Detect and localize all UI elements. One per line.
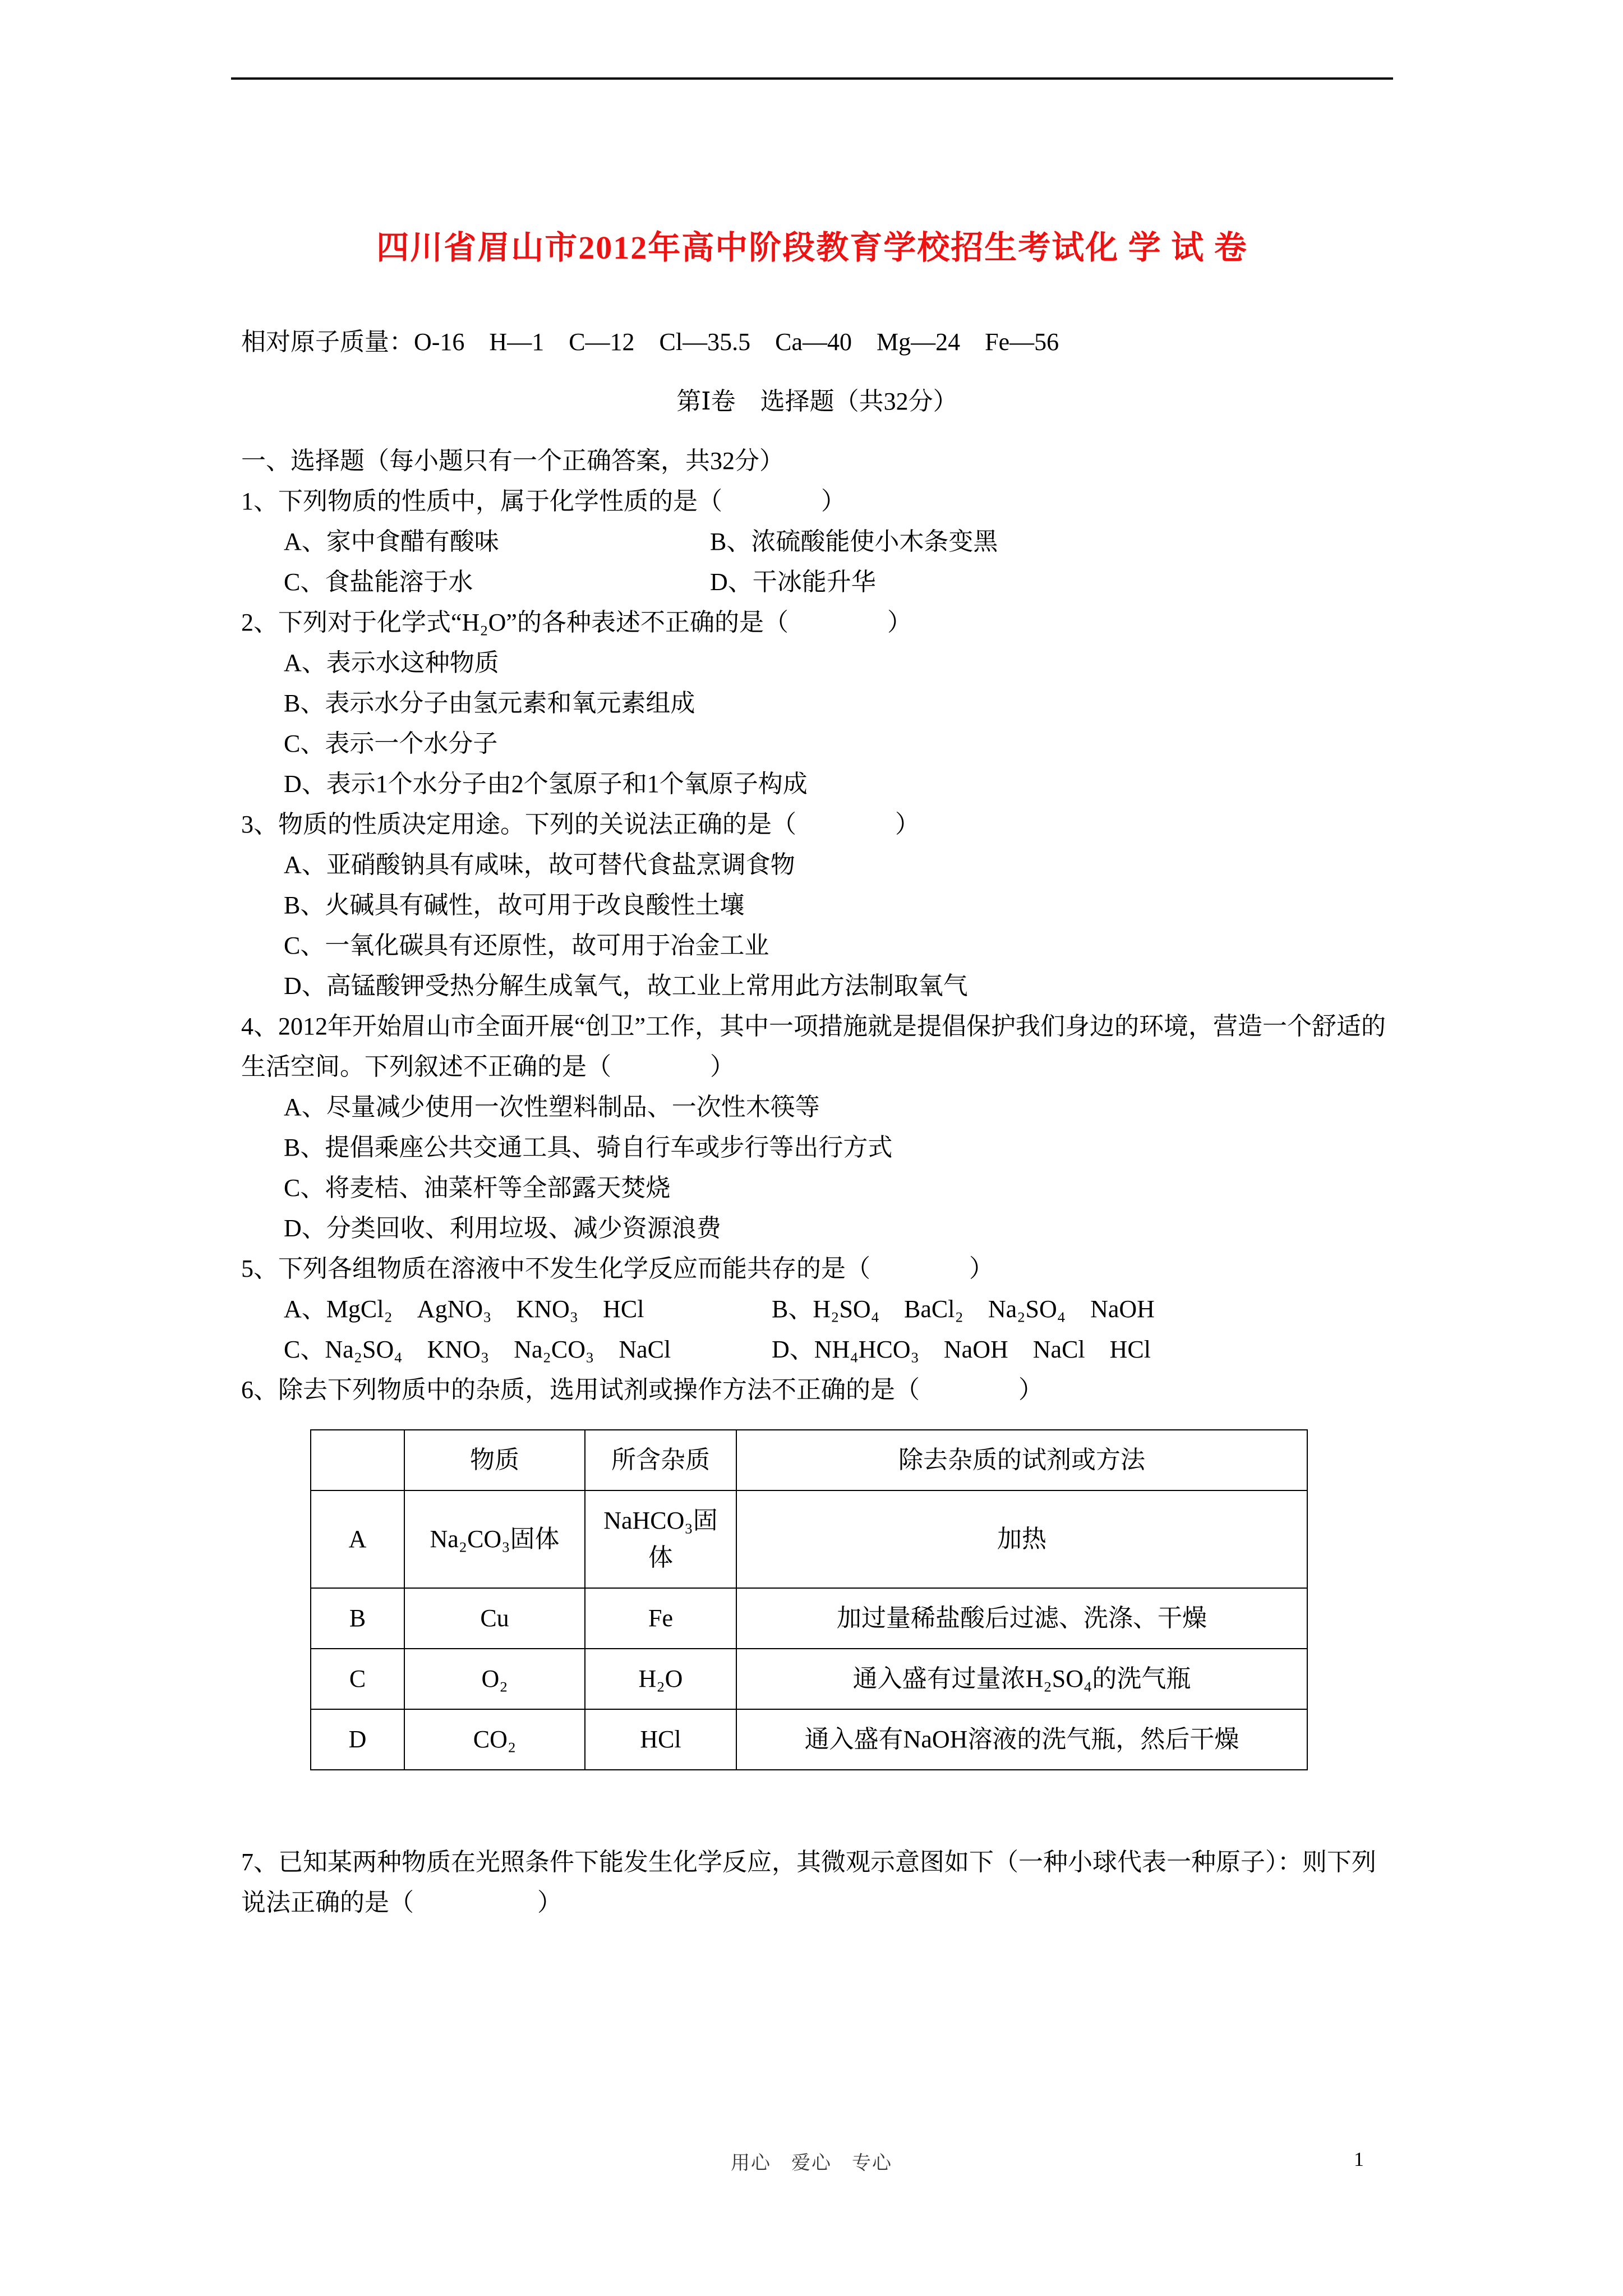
table-header-impurity: 所含杂质 (585, 1430, 736, 1490)
table-cell-method: 加热 (736, 1490, 1307, 1588)
question-3-option-d: D、高锰酸钾受热分解生成氧气，故工业上常用此方法制取氧气 (284, 972, 968, 1000)
footer-motto: 用心 爱心 专心 (731, 2153, 892, 2174)
question-5-stem: 5、下列各组物质在溶液中不发生化学反应而能共存的是（ ） (241, 1255, 994, 1282)
table-cell-impurity: NaHCO₃固体 (585, 1490, 736, 1588)
table-cell-impurity: H₂O (585, 1649, 736, 1709)
question-1-option-b: B、浓硫酸能使小木条变黑 (710, 528, 998, 555)
table-cell-substance: Na₂CO₃固体 (404, 1490, 585, 1588)
table-cell-method: 通入盛有过量浓H₂SO₄的洗气瓶 (736, 1649, 1307, 1709)
question-5-option-b: B、H₂SO₄ BaCl₂ Na₂SO₄ NaOH (772, 1295, 1155, 1323)
table-cell-substance: CO₂ (404, 1709, 585, 1770)
page-footer (0, 2147, 1623, 2175)
header-divider (231, 77, 1393, 80)
question-4-option-b: B、提倡乘座公共交通工具、骑自行车或步行等出行方式 (284, 1134, 893, 1161)
question-2-option-d: D、表示1个水分子由2个氢原子和1个氧原子构成 (284, 770, 808, 798)
question-1-option-a: A、家中食醋有酸味 (284, 528, 499, 555)
question-4-stem: 4、2012年开始眉山市全面开展“创卫”工作，其中一项措施就是提倡保护我们身边的环境，营造一个舒适的生活空间。下列叙述不正确的是（ ） (241, 1013, 1386, 1080)
table-cell-substance: O₂ (404, 1649, 585, 1709)
table-cell-substance: Cu (404, 1588, 585, 1649)
section-title: 第Ⅰ卷 选择题（共32分） (676, 388, 958, 415)
table-cell-method: 加过量稀盐酸后过滤、洗涤、干燥 (736, 1588, 1307, 1649)
table-row-d (311, 1709, 1307, 1770)
table-cell-label: A (311, 1490, 404, 1588)
table-row-c (311, 1649, 1307, 1709)
question-1-option-d: D、干冰能升华 (710, 568, 876, 596)
atomic-mass-line: 相对原子质量：O-16 H—1 C—12 Cl—35.5 Ca—40 Mg—24 Fe—56 (241, 328, 1059, 356)
question-6-stem: 6、除去下列物质中的杂质，选用试剂或操作方法不正确的是（ ） (241, 1376, 1043, 1404)
question-3-option-a: A、亚硝酸钠具有咸味，故可替代食盐烹调食物 (284, 851, 795, 878)
part-heading: 一、选择题（每小题只有一个正确答案，共32分） (241, 447, 784, 475)
question-3-option-c: C、一氧化碳具有还原性，故可用于冶金工业 (284, 932, 769, 959)
table-cell-label: B (311, 1588, 404, 1649)
table-cell-label: C (311, 1649, 404, 1709)
question-4-option-a: A、尽量减少使用一次性塑料制品、一次性木筷等 (284, 1093, 820, 1121)
exam-body (241, 322, 1393, 1923)
table-header-blank (311, 1430, 404, 1490)
question-5-option-a: A、MgCl₂ AgNO₃ KNO₃ HCl (284, 1295, 644, 1323)
question-3-stem: 3、物质的性质决定用途。下列的关说法正确的是（ ） (241, 811, 920, 838)
question-2-option-a: A、表示水这种物质 (284, 649, 499, 677)
question-2-stem: 2、下列对于化学式“H₂O”的各种表述不正确的是（ ） (241, 609, 912, 636)
table-cell-label: D (311, 1709, 404, 1770)
question-2-option-c: C、表示一个水分子 (284, 730, 498, 757)
question-1-options (241, 522, 1393, 602)
page-number: 1 (1354, 2148, 1364, 2170)
question-5-option-c: C、Na₂SO₄ KNO₃ Na₂CO₃ NaCl (284, 1336, 671, 1363)
question-1-stem: 1、下列物质的性质中，属于化学性质的是（ ） (241, 487, 846, 515)
table-row-b (311, 1588, 1307, 1649)
question-4-option-d: D、分类回收、利用垃圾、减少资源浪费 (284, 1214, 721, 1242)
question-4-option-c: C、将麦桔、油菜杆等全部露天焚烧 (284, 1174, 671, 1202)
question-3-option-b: B、火碱具有碱性，故可用于改良酸性土壤 (284, 891, 745, 919)
question-6-table (310, 1429, 1308, 1770)
table-cell-method: 通入盛有NaOH溶液的洗气瓶，然后干燥 (736, 1709, 1307, 1770)
table-cell-impurity: HCl (585, 1709, 736, 1770)
table-cell-impurity: Fe (585, 1588, 736, 1649)
table-header-method: 除去杂质的试剂或方法 (736, 1430, 1307, 1490)
question-5-option-d: D、NH₄HCO₃ NaOH NaCl HCl (772, 1336, 1151, 1363)
exam-title: 四川省眉山市2012年高中阶段教育学校招生考试化 学 试 卷 (376, 229, 1248, 266)
question-5-options (241, 1289, 1393, 1370)
table-header-substance: 物质 (404, 1430, 585, 1490)
table-row-a (311, 1490, 1307, 1588)
question-2-option-b: B、表示水分子由氢元素和氧元素组成 (284, 689, 695, 717)
question-1-option-c: C、食盐能溶于水 (284, 568, 473, 596)
question-7-stem: 7、已知某两种物质在光照条件下能发生化学反应，其微观示意图如下（一种小球代表一种原子）：则下列说法正确的是（ ） (241, 1848, 1376, 1916)
table-header-row (311, 1430, 1307, 1490)
